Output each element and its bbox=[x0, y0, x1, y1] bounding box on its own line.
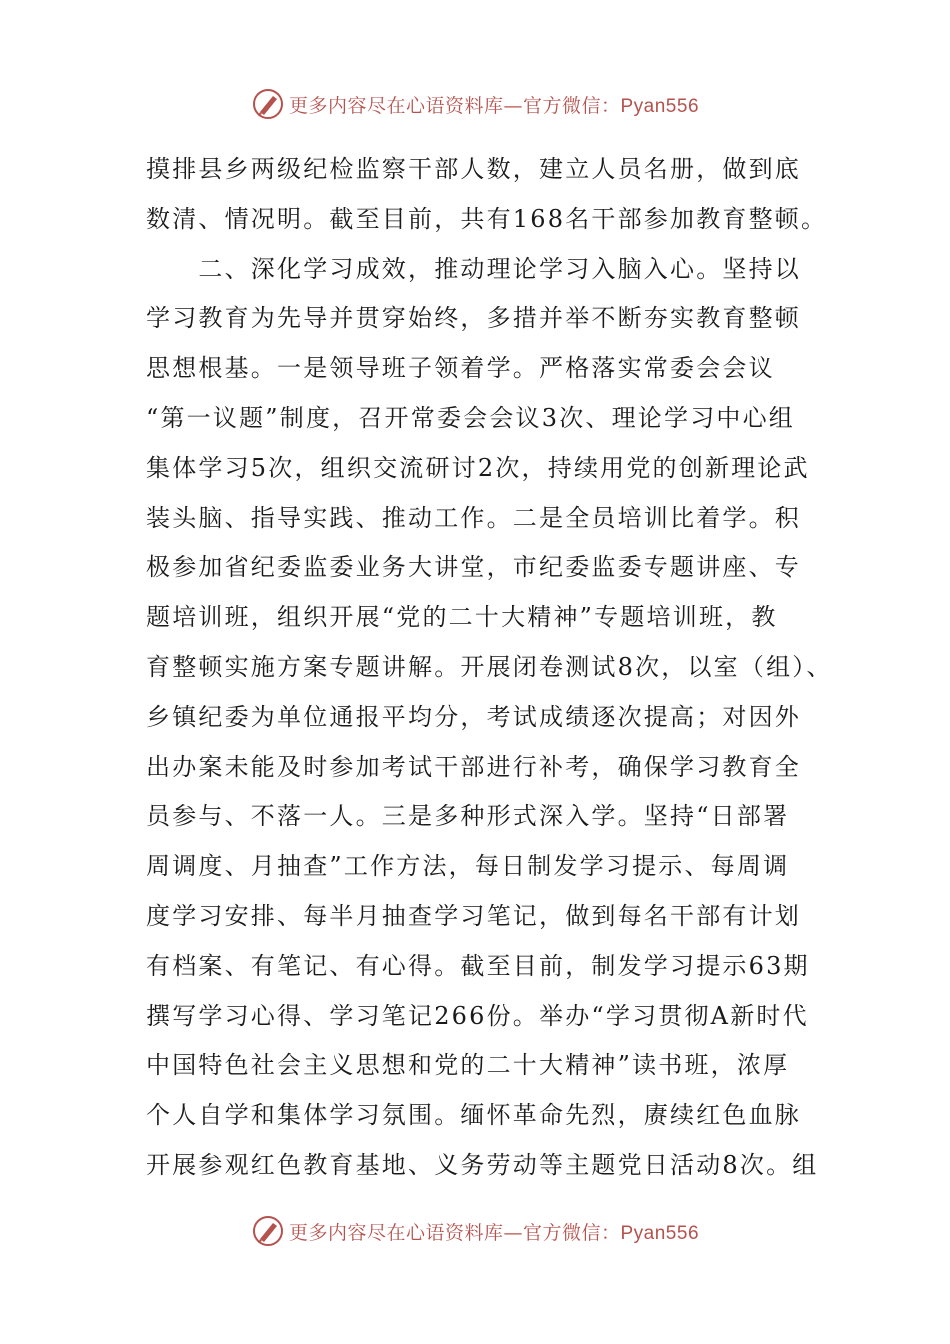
text-line: 装头脑、指导实践、推动工作。二是全员培训比着学。积 bbox=[146, 503, 801, 532]
watermark-header bbox=[0, 84, 950, 124]
text-line: “第一议题”制度，召开常委会会议3次、理论学习中心组 bbox=[146, 403, 796, 432]
watermark-text: 更多内容尽在心语资料库—官方微信：Pyan556 bbox=[288, 1221, 700, 1244]
text-line: 开展参观红色教育基地、义务劳动等主题党日活动8次。组 bbox=[146, 1150, 819, 1179]
text-line: 数清、情况明。截至目前，共有168名干部参加教育整顿。 bbox=[146, 204, 828, 233]
text-line: 员参与、不落一人。三是多种形式深入学。坚持“日部署 bbox=[146, 802, 790, 831]
watermark-footer bbox=[0, 1211, 950, 1251]
text-line: 中国特色社会主义思想和党的二十大精神”读书班，浓厚 bbox=[146, 1051, 790, 1080]
pen-logo-icon bbox=[251, 1214, 285, 1248]
text-line: 乡镇纪委为单位通报平均分，考试成绩逐次提高；对因外 bbox=[146, 702, 801, 731]
text-line: 集体学习5次，组织交流研讨2次，持续用党的创新理论武 bbox=[146, 453, 810, 482]
text-line: 周调度、月抽查”工作方法，每日制发学习提示、每周调 bbox=[146, 852, 790, 881]
text-line: 题培训班，组织开展“党的二十大精神”专题培训班，教 bbox=[146, 603, 778, 632]
text-line: 有档案、有笔记、有心得。截至目前，制发学习提示63期 bbox=[146, 951, 810, 980]
text-line: 思想根基。一是领导班子领着学。严格落实常委会会议 bbox=[146, 354, 775, 383]
text-line: 个人自学和集体学习氛围。缅怀革命先烈，赓续红色血脉 bbox=[146, 1101, 801, 1130]
text-line: 学习教育为先导并贯穿始终，多措并举不断夯实教育整顿 bbox=[146, 304, 801, 333]
text-line: 出办案未能及时参加考试干部进行补考，确保学习教育全 bbox=[146, 752, 801, 781]
watermark-text: 更多内容尽在心语资料库—官方微信：Pyan556 bbox=[288, 94, 700, 117]
pen-logo-icon bbox=[251, 87, 285, 121]
document-body bbox=[146, 145, 833, 1191]
text-line: 撰写学习心得、学习笔记266份。举办“学习贯彻A新时代 bbox=[146, 1001, 809, 1030]
text-line: 育整顿实施方案专题讲解。开展闭卷测试8次，以室（组）、 bbox=[146, 652, 833, 681]
text-line: 二、深化学习成效，推动理论学习入脑入心。坚持以 bbox=[146, 254, 801, 283]
text-line: 极参加省纪委监委业务大讲堂，市纪委监委专题讲座、专 bbox=[146, 553, 801, 582]
text-line: 摸排县乡两级纪检监察干部人数，建立人员名册，做到底 bbox=[146, 155, 801, 183]
text-line: 度学习安排、每半月抽查学习笔记，做到每名干部有计划 bbox=[146, 901, 801, 930]
